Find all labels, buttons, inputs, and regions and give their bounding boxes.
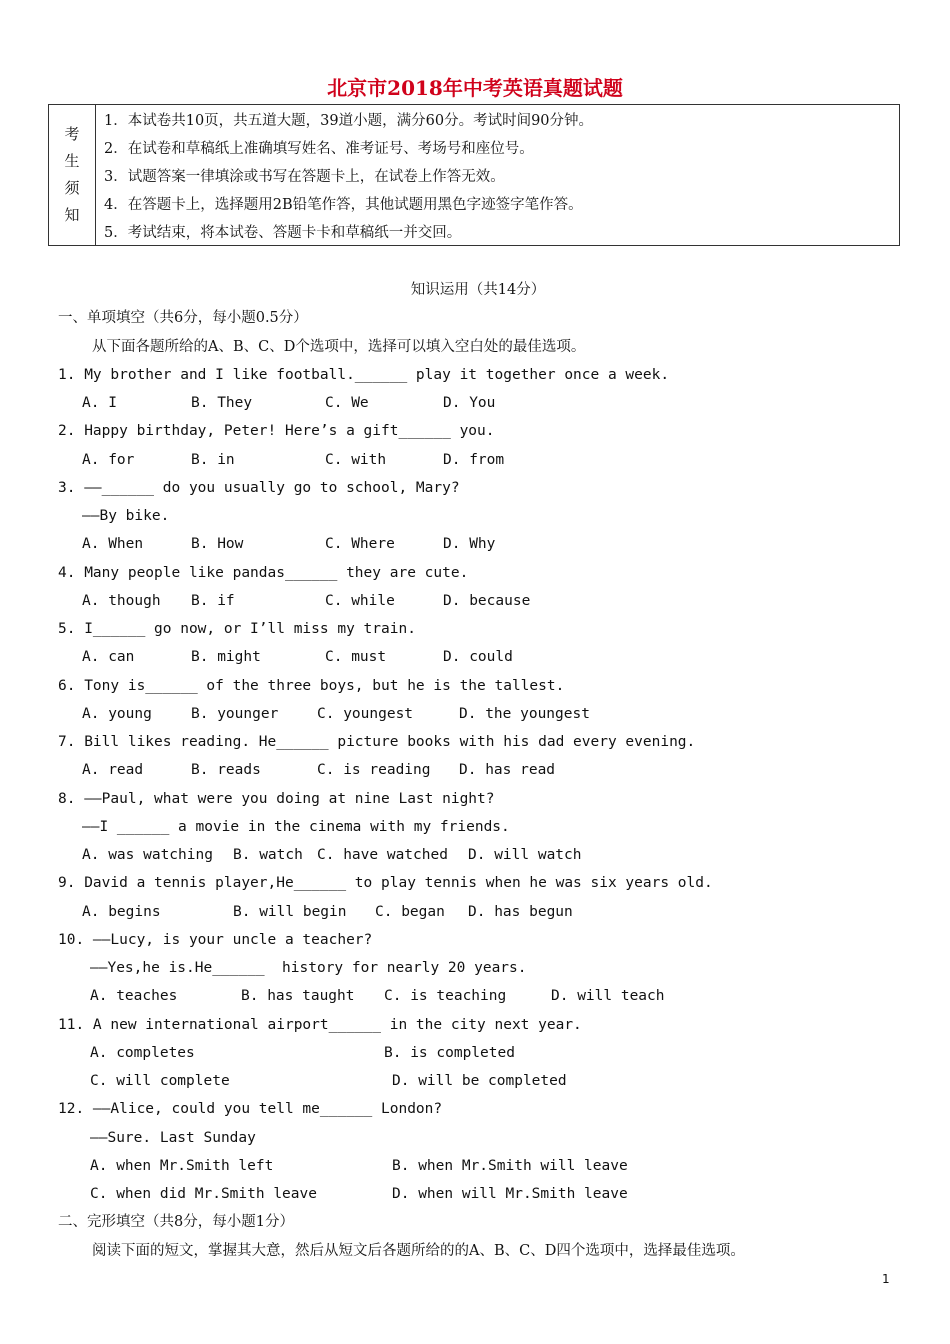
answer-option[interactable]: A. young [82, 705, 152, 722]
answer-option[interactable]: C. youngest [317, 705, 414, 722]
answer-option[interactable]: B. has taught [241, 988, 355, 1005]
question-stem: 12. ——Alice, could you tell me______ London? [58, 1101, 443, 1118]
answer-option[interactable]: B. watch [233, 847, 303, 863]
option-row [58, 389, 898, 417]
answer-option[interactable]: A. When [82, 536, 144, 553]
option-row [58, 446, 898, 474]
answer-option[interactable]: C. is reading [317, 762, 431, 779]
answer-option[interactable]: D. will watch [468, 847, 582, 863]
question-dialogue-line: ——Yes,he is.He______ history for nearly 20 years. [90, 960, 527, 976]
answer-option[interactable]: D. will be completed [392, 1073, 567, 1089]
notice-label-char: 须 [64, 179, 80, 197]
answer-option[interactable]: D. the youngest [459, 705, 590, 722]
answer-option[interactable]: B. if [191, 592, 235, 609]
answer-option[interactable]: C. with [325, 451, 387, 468]
page-number: 1 [882, 1272, 890, 1286]
notice-label-char: 考 [64, 125, 80, 143]
answer-option[interactable]: D. when will Mr.Smith leave [392, 1186, 628, 1202]
answer-option[interactable]: A. when Mr.Smith left [90, 1157, 274, 1174]
answer-option[interactable]: A. though [82, 592, 161, 609]
answer-option[interactable]: D. Why [443, 536, 496, 553]
question-dialogue-line: ——I ______ a movie in the cinema with my friends. [82, 818, 510, 835]
notice-item: 2．在试卷和草稿纸上准确填写姓名、准考证号、考场号和座位号。 [104, 141, 534, 157]
answer-option[interactable]: B. might [191, 649, 261, 666]
page-title: 北京市2018年中考英语真题试题 [327, 76, 623, 100]
notice-item: 4．在答题卡上，选择题用2B铅笔作答，其他试题用黑色字迹签字笔作答。 [104, 197, 583, 213]
question-stem: 4. Many people like pandas______ they are cute. [58, 564, 469, 581]
answer-option[interactable]: C. We [325, 395, 369, 411]
option-row [58, 530, 898, 558]
option-row [58, 756, 898, 784]
option-row [58, 841, 898, 869]
option-row [58, 1152, 898, 1180]
option-row [58, 1067, 898, 1095]
answer-option[interactable]: C. while [325, 592, 395, 609]
answer-option[interactable]: D. from [443, 451, 505, 468]
answer-option[interactable]: C. began [375, 903, 445, 920]
question-stem: 9. David a tennis player,He______ to play tennis when he was six years old. [58, 875, 713, 892]
answer-option[interactable]: D. You [443, 395, 496, 411]
notice-item: 5．考试结束，将本试卷、答题卡卡和草稿纸一并交回。 [104, 225, 462, 241]
exam-content [58, 276, 898, 1265]
answer-option[interactable]: A. can [82, 649, 135, 666]
option-row [58, 587, 898, 615]
question-stem: 10. ——Lucy, is your uncle a teacher? [58, 931, 373, 948]
notice-items [96, 105, 899, 245]
notice-label [49, 105, 96, 245]
part1-instruction: 从下面各题所给的A、B、C、D个选项中，选择可以填入空白处的最佳选项。 [92, 338, 586, 355]
section-heading: 知识运用（共14分） [410, 282, 546, 298]
option-row [58, 898, 898, 926]
part2-heading: 二、完形填空（共8分，每小题1分） [58, 1214, 294, 1231]
option-row [58, 1180, 898, 1208]
answer-option[interactable]: C. will complete [90, 1073, 230, 1089]
question-stem: 8. ——Paul, what were you doing at nine Last night? [58, 790, 495, 807]
answer-option[interactable]: A. begins [82, 903, 161, 920]
answer-option[interactable]: B. is completed [384, 1044, 515, 1061]
answer-option[interactable]: B. will begin [233, 903, 347, 920]
option-row [58, 982, 898, 1010]
question-stem: 7. Bill likes reading. He______ picture books with his dad every evening. [58, 734, 696, 750]
answer-option[interactable]: A. was watching [82, 847, 213, 863]
answer-option[interactable]: C. when did Mr.Smith leave [90, 1186, 317, 1202]
question-dialogue-line: ——Sure. Last Sunday [90, 1129, 256, 1146]
answer-option[interactable]: B. How [191, 536, 244, 553]
question-stem: 2. Happy birthday, Peter! Here’s a gift______ you. [58, 423, 495, 440]
question-stem: 5. I______ go now, or I’ll miss my train. [58, 621, 416, 637]
question-stem: 6. Tony is______ of the three boys, but he is the tallest. [58, 677, 565, 694]
question-stem: 1. My brother and I like football.______ play it together once a week. [58, 366, 670, 383]
option-row [58, 643, 898, 671]
answer-option[interactable]: A. read [82, 762, 144, 779]
answer-option[interactable]: D. could [443, 649, 513, 666]
answer-option[interactable]: D. because [443, 592, 531, 609]
option-row [58, 700, 898, 728]
answer-option[interactable]: A. teaches [90, 988, 178, 1005]
notice-label-char: 知 [64, 206, 80, 224]
question-list [58, 361, 898, 1209]
answer-option[interactable]: C. is teaching [384, 988, 507, 1005]
exam-notice-box [48, 104, 900, 246]
answer-option[interactable]: B. They [191, 395, 253, 411]
answer-option[interactable]: B. younger [191, 705, 279, 722]
part2-instruction: 阅读下面的短文，掌握其大意，然后从短文后各题所给的的A、B、C、D四个选项中，选择最佳选项。 [92, 1242, 745, 1259]
answer-option[interactable]: B. when Mr.Smith will leave [392, 1157, 628, 1174]
answer-option[interactable]: A. completes [90, 1044, 195, 1061]
answer-option[interactable]: B. reads [191, 762, 261, 779]
notice-item: 3．试题答案一律填涂或书写在答题卡上，在试卷上作答无效。 [104, 169, 505, 185]
question-stem: 11. A new international airport______ in the city next year. [58, 1016, 582, 1033]
answer-option[interactable]: D. will teach [551, 988, 665, 1005]
question-dialogue-line: ——By bike. [82, 508, 170, 524]
answer-option[interactable]: C. must [325, 649, 387, 666]
answer-option[interactable]: C. have watched [317, 847, 448, 863]
part1-heading: 一、单项填空（共6分，每小题0.5分） [58, 310, 308, 327]
option-row [58, 1039, 898, 1067]
notice-label-char: 生 [64, 152, 80, 170]
answer-option[interactable]: C. Where [325, 536, 395, 553]
notice-item: 1．本试卷共10页，共五道大题，39道小题，满分60分。考试时间90分钟。 [104, 113, 594, 129]
answer-option[interactable]: D. has read [459, 762, 556, 779]
answer-option[interactable]: D. has begun [468, 903, 573, 920]
answer-option[interactable]: B. in [191, 451, 235, 468]
answer-option[interactable]: A. I [82, 395, 117, 411]
answer-option[interactable]: A. for [82, 451, 135, 468]
question-stem: 3. ——______ do you usually go to school, Mary? [58, 479, 460, 496]
